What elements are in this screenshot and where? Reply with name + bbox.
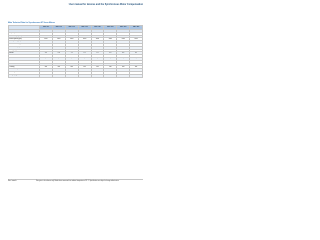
footer-label: Note / remarks	[8, 181, 17, 182]
table-cell: F	[117, 63, 130, 66]
table-cell: 14	[117, 43, 130, 46]
table-cell: 0.3	[40, 52, 53, 55]
row-label: Humidity	[9, 71, 40, 74]
table-number-cell: 05	[91, 30, 104, 33]
table-cell: <90%	[52, 71, 65, 74]
table-cell: 380	[104, 49, 117, 52]
table-cell: 3.4	[65, 74, 78, 77]
table-cell: F	[52, 63, 65, 66]
table-cell: 0–40	[91, 69, 104, 72]
table-cell: 7.5	[78, 43, 91, 46]
table-cell: 42	[117, 46, 130, 49]
table-cell: 23bit	[104, 55, 117, 58]
table-cell: <90%	[130, 71, 143, 74]
table-cell: self	[40, 66, 53, 69]
table-cell: opt	[52, 57, 65, 60]
table-cell: 2.6	[104, 32, 117, 35]
row-label: Insulation class	[9, 63, 40, 66]
table-row	[9, 74, 143, 77]
table-cell: 23bit	[130, 55, 143, 58]
table-cell: 4000	[130, 41, 143, 44]
table-cell: F	[130, 63, 143, 66]
table-cell: 4500	[104, 41, 117, 44]
table-cell: F	[65, 63, 78, 66]
table-cell: 3000	[52, 38, 65, 41]
table-cell: 4000	[117, 41, 130, 44]
table-header-cell: SMC-150	[78, 26, 91, 30]
table-cell: F	[40, 63, 53, 66]
table-cell: 5000	[78, 41, 91, 44]
table-number-cell: 08	[130, 30, 143, 33]
table-cell: 220	[78, 49, 91, 52]
table-cell: 2.8	[40, 43, 53, 46]
table-cell: 12	[130, 35, 143, 38]
table-cell: <90%	[78, 71, 91, 74]
table-cell: opt	[65, 57, 78, 60]
table-header-cell: SMC-200	[104, 26, 117, 30]
table-cell: 220	[52, 49, 65, 52]
table-cell: 3.8	[130, 32, 143, 35]
table-cell: self	[52, 66, 65, 69]
table-cell: 4.8	[78, 35, 91, 38]
row-label: Encoder	[9, 55, 40, 58]
table-cell: 3000	[130, 38, 143, 41]
table-header-cell: SMC-130	[65, 26, 78, 30]
table-cell: 1.0	[65, 32, 78, 35]
table-number-cell: 02	[52, 30, 65, 33]
table-cell: IP65	[91, 60, 104, 63]
table-cell: 0.6	[52, 52, 65, 55]
table-cell: IP65	[40, 60, 53, 63]
table-cell: 2.4	[52, 35, 65, 38]
table-cell: <90%	[91, 71, 104, 74]
table-cell: F	[78, 63, 91, 66]
table-cell: 1.1	[65, 52, 78, 55]
table-cell: self	[91, 66, 104, 69]
table-cell: self	[65, 66, 78, 69]
table-cell: IP65	[52, 60, 65, 63]
table-cell: 8.3	[104, 35, 117, 38]
row-label: Max current (A)	[9, 46, 40, 49]
table-cell: 0.75	[52, 32, 65, 35]
row-label: Rated speed (rpm)	[9, 38, 40, 41]
table-cell: 9.5	[117, 35, 130, 38]
table-cell: 4.4	[52, 43, 65, 46]
table-body	[9, 32, 143, 77]
row-label: Cooling	[9, 66, 40, 69]
table-cell: self	[130, 66, 143, 69]
table-cell: IP65	[117, 60, 130, 63]
table-cell: 6.8	[91, 74, 104, 77]
table-cell: 1.2	[40, 74, 53, 77]
table-number-cell: 04	[78, 30, 91, 33]
table-cell: 0–40	[78, 69, 91, 72]
table-cell: <90%	[104, 71, 117, 74]
table-cell: 3000	[91, 38, 104, 41]
row-label: Inertia	[9, 52, 40, 55]
table-cell: opt	[117, 57, 130, 60]
table-cell: opt	[40, 57, 53, 60]
table-cell: 16	[65, 46, 78, 49]
table-cell: 0–40	[130, 69, 143, 72]
table-cell: 10	[117, 74, 130, 77]
table-cell: 3.6	[104, 52, 117, 55]
table-cell: IP65	[65, 60, 78, 63]
table-cell: 4.8	[117, 52, 130, 55]
table-header-cell: SMC-90	[40, 26, 53, 30]
table-cell: 23bit	[117, 55, 130, 58]
table-cell: 0–40	[104, 69, 117, 72]
table-cell: 380	[130, 49, 143, 52]
table-cell: opt	[130, 57, 143, 60]
table-cell: self	[104, 66, 117, 69]
table-cell: 5000	[65, 41, 78, 44]
table-cell: F	[91, 63, 104, 66]
row-label: Brake	[9, 57, 40, 60]
table-cell: 17bit	[65, 55, 78, 58]
table-cell: 6.4	[91, 35, 104, 38]
document-title: User manual for devices and the Synchronous Motor Compensation	[68, 4, 143, 6]
table-cell: IP65	[104, 60, 117, 63]
table-cell: 17bit	[40, 55, 53, 58]
table-cell: 51	[130, 46, 143, 49]
table-cell: 0.4	[40, 32, 53, 35]
table-cell: 17	[130, 43, 143, 46]
table-cell: 12	[104, 43, 117, 46]
table-cell: 3.0	[117, 32, 130, 35]
table-cell: 17bit	[52, 55, 65, 58]
table-cell: 3000	[40, 38, 53, 41]
table-cell: 4.6	[78, 74, 91, 77]
table-header-cell: SMC-180	[91, 26, 104, 30]
table-number-cell: 07	[117, 30, 130, 33]
table-cell: 1.8	[78, 52, 91, 55]
footer-note	[8, 181, 143, 183]
table-cell: 2.1	[52, 74, 65, 77]
table-cell: 380	[91, 49, 104, 52]
table-cell: IP65	[78, 60, 91, 63]
row-label: Output power	[9, 32, 40, 35]
row-label: Ambient temperature	[9, 69, 40, 72]
row-label: Max speed (rpm)	[9, 41, 40, 44]
table-cell: <90%	[65, 71, 78, 74]
table-cell: 13	[52, 46, 65, 49]
table-cell: <90%	[117, 71, 130, 74]
table-cell: 8.4	[40, 46, 53, 49]
table-cell: <90%	[40, 71, 53, 74]
table-cell: 4500	[91, 41, 104, 44]
table-cell: 380	[117, 49, 130, 52]
table-cell: self	[78, 66, 91, 69]
table-cell: F	[104, 63, 117, 66]
table-cell: 28	[91, 46, 104, 49]
footer-text: Data given is for reference only. Rated values measured at an ambient temperature of 20 °C. Specifications are subject to change without notice.	[36, 181, 120, 182]
document-page	[0, 0, 149, 198]
table-number-cell: 06	[104, 30, 117, 33]
table-cell: 3000	[65, 38, 78, 41]
table-cell: 23bit	[91, 55, 104, 58]
table-cell: 13	[130, 74, 143, 77]
table-header-cell: SMC-110	[52, 26, 65, 30]
table-cell: 3000	[104, 38, 117, 41]
row-label: Voltage (V)	[9, 49, 40, 52]
table-cell: 3000	[117, 38, 130, 41]
table-cell: 220	[65, 49, 78, 52]
table-cell: 3.2	[65, 35, 78, 38]
table-cell: 0–40	[117, 69, 130, 72]
table-header-cell: SMC-220	[117, 26, 130, 30]
table-cell: opt	[104, 57, 117, 60]
table-cell: 3000	[78, 38, 91, 41]
table-cell: 0–40	[65, 69, 78, 72]
table-cell: 5000	[52, 41, 65, 44]
table-cell: 2.0	[91, 32, 104, 35]
table-number-cell: 01	[40, 30, 53, 33]
table-header-cell: SMC-260	[130, 26, 143, 30]
table-cell: 2.9	[91, 52, 104, 55]
spec-table	[8, 25, 143, 78]
table-cell: 0–40	[40, 69, 53, 72]
table-cell: 1.3	[40, 35, 53, 38]
table-cell: 5.5	[65, 43, 78, 46]
table-cell: 6.2	[130, 52, 143, 55]
table-cell: 1.5	[78, 32, 91, 35]
table-cell: opt	[91, 57, 104, 60]
table-cell: 5000	[40, 41, 53, 44]
row-label: Rated current (A)	[9, 43, 40, 46]
table-cell: 22	[78, 46, 91, 49]
table-cell: 17bit	[78, 55, 91, 58]
table-number-cell: 03	[65, 30, 78, 33]
table-cell: IP65	[130, 60, 143, 63]
row-label: Rated torque (Nm)	[9, 35, 40, 38]
table-cell: 0–40	[52, 69, 65, 72]
table-cell: 36	[104, 46, 117, 49]
table-cell: self	[117, 66, 130, 69]
table-subtitle: Main Technical Data for Synchronous AC Servo Motors	[8, 22, 56, 24]
table-cell: opt	[78, 57, 91, 60]
row-label: Weight (kg)	[9, 74, 40, 77]
table-cell: 9.6	[91, 43, 104, 46]
row-label: Protection class	[9, 60, 40, 63]
table-cell: 220	[40, 49, 53, 52]
table-cell: 8.5	[104, 74, 117, 77]
